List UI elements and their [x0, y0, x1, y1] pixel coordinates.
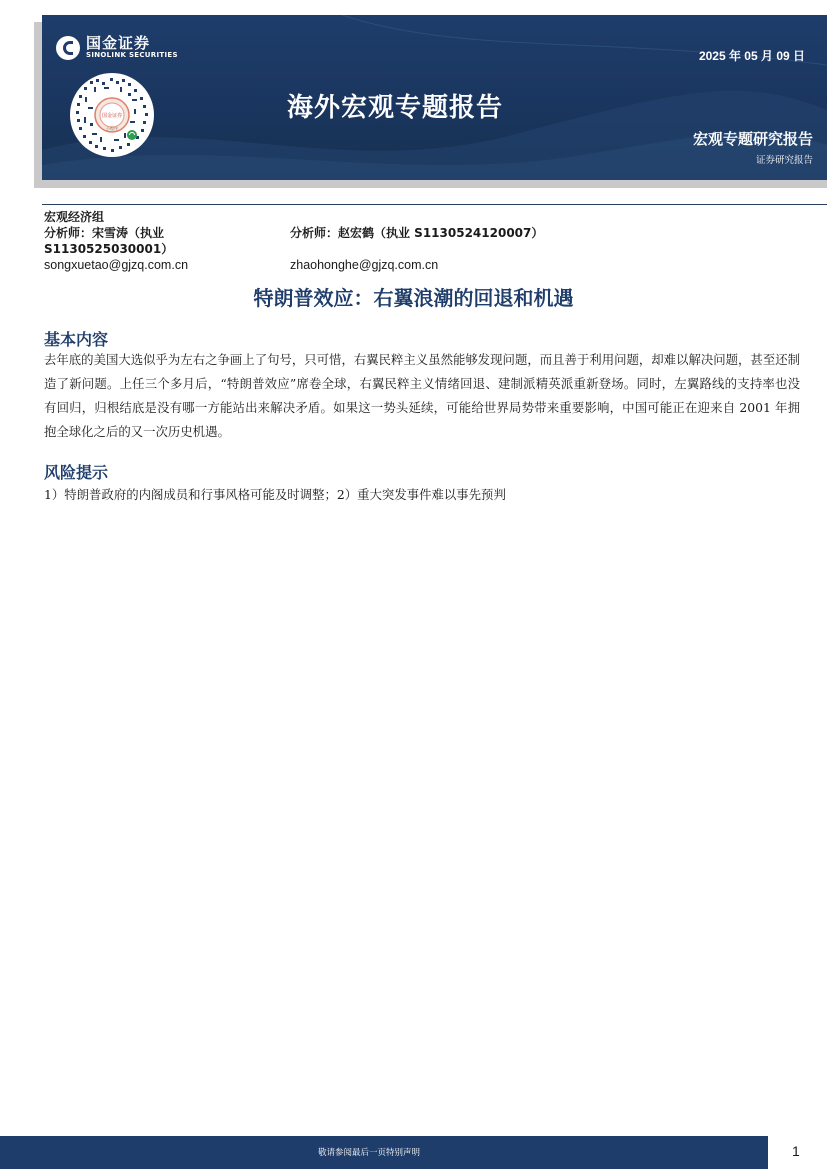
company-logo	[56, 35, 178, 60]
basic-content-heading: 基本内容	[44, 330, 109, 349]
report-type-title: 海外宏观专题报告	[287, 93, 504, 123]
report-subtitle: 宏观专题研究报告	[692, 130, 813, 148]
analyst-row	[44, 225, 543, 257]
analyst-1-email[interactable]: songxuetao@gjzq.com.cn	[44, 258, 189, 272]
logo-text-cn: 国金证券	[86, 34, 151, 52]
author-info	[44, 209, 543, 273]
analyst-1: 分析师：宋雪涛（执业 S1130525030001）	[44, 226, 174, 256]
risk-heading: 风险提示	[44, 463, 109, 482]
logo-text-en: SINOLINK SECURITIES	[86, 51, 178, 59]
research-group: 宏观经济组	[44, 210, 105, 224]
qr-badge-text: 国金证券	[101, 113, 123, 119]
qr-caption: 小程序	[106, 126, 118, 131]
header-divider	[42, 204, 827, 205]
mini-program-qr-code[interactable]	[70, 73, 154, 157]
header-banner	[42, 15, 827, 180]
risk-body: 1）特朗普政府的内阁成员和行事风格可能及时调整；2）重大突发事件难以事先预判	[44, 487, 506, 502]
analyst-2: 分析师：赵宏鹤（执业 S1130524120007）	[290, 226, 544, 240]
report-category-label: 证券研究报告	[755, 155, 813, 166]
page-number: 1	[792, 1143, 800, 1159]
report-date: 2025 年 05 月 09 日	[698, 49, 805, 63]
email-row	[44, 257, 543, 273]
basic-content-body: 去年底的美国大选似乎为左右之争画上了句号，只可惜，右翼民粹主义虽然能够发现问题，而且善于利用问题，却难以解决问题，甚至还制造了新问题。上任三个多月后，“特朗普效应”席卷全球，右翼民粹主义情绪回退、建制派精英派重新登场。同时，左翼路线的支持率也没有回归，归根结底是没有哪一方能站出来解决矛盾。如果这一势头延续，可能给世界局势带来重要影响，中国可能正在迎来自 2001 年拥抱全球化之后的又一次历史机遇。	[44, 352, 800, 439]
qr-pattern-icon	[70, 73, 154, 157]
logo-icon	[56, 36, 80, 60]
footer-disclaimer-note[interactable]: 敬请参阅最后一页特别声明	[318, 1148, 421, 1158]
analyst-2-email[interactable]: zhaohonghe@gjzq.com.cn	[290, 258, 439, 272]
document-title: 特朗普效应：右翼浪潮的回退和机遇	[253, 286, 574, 310]
